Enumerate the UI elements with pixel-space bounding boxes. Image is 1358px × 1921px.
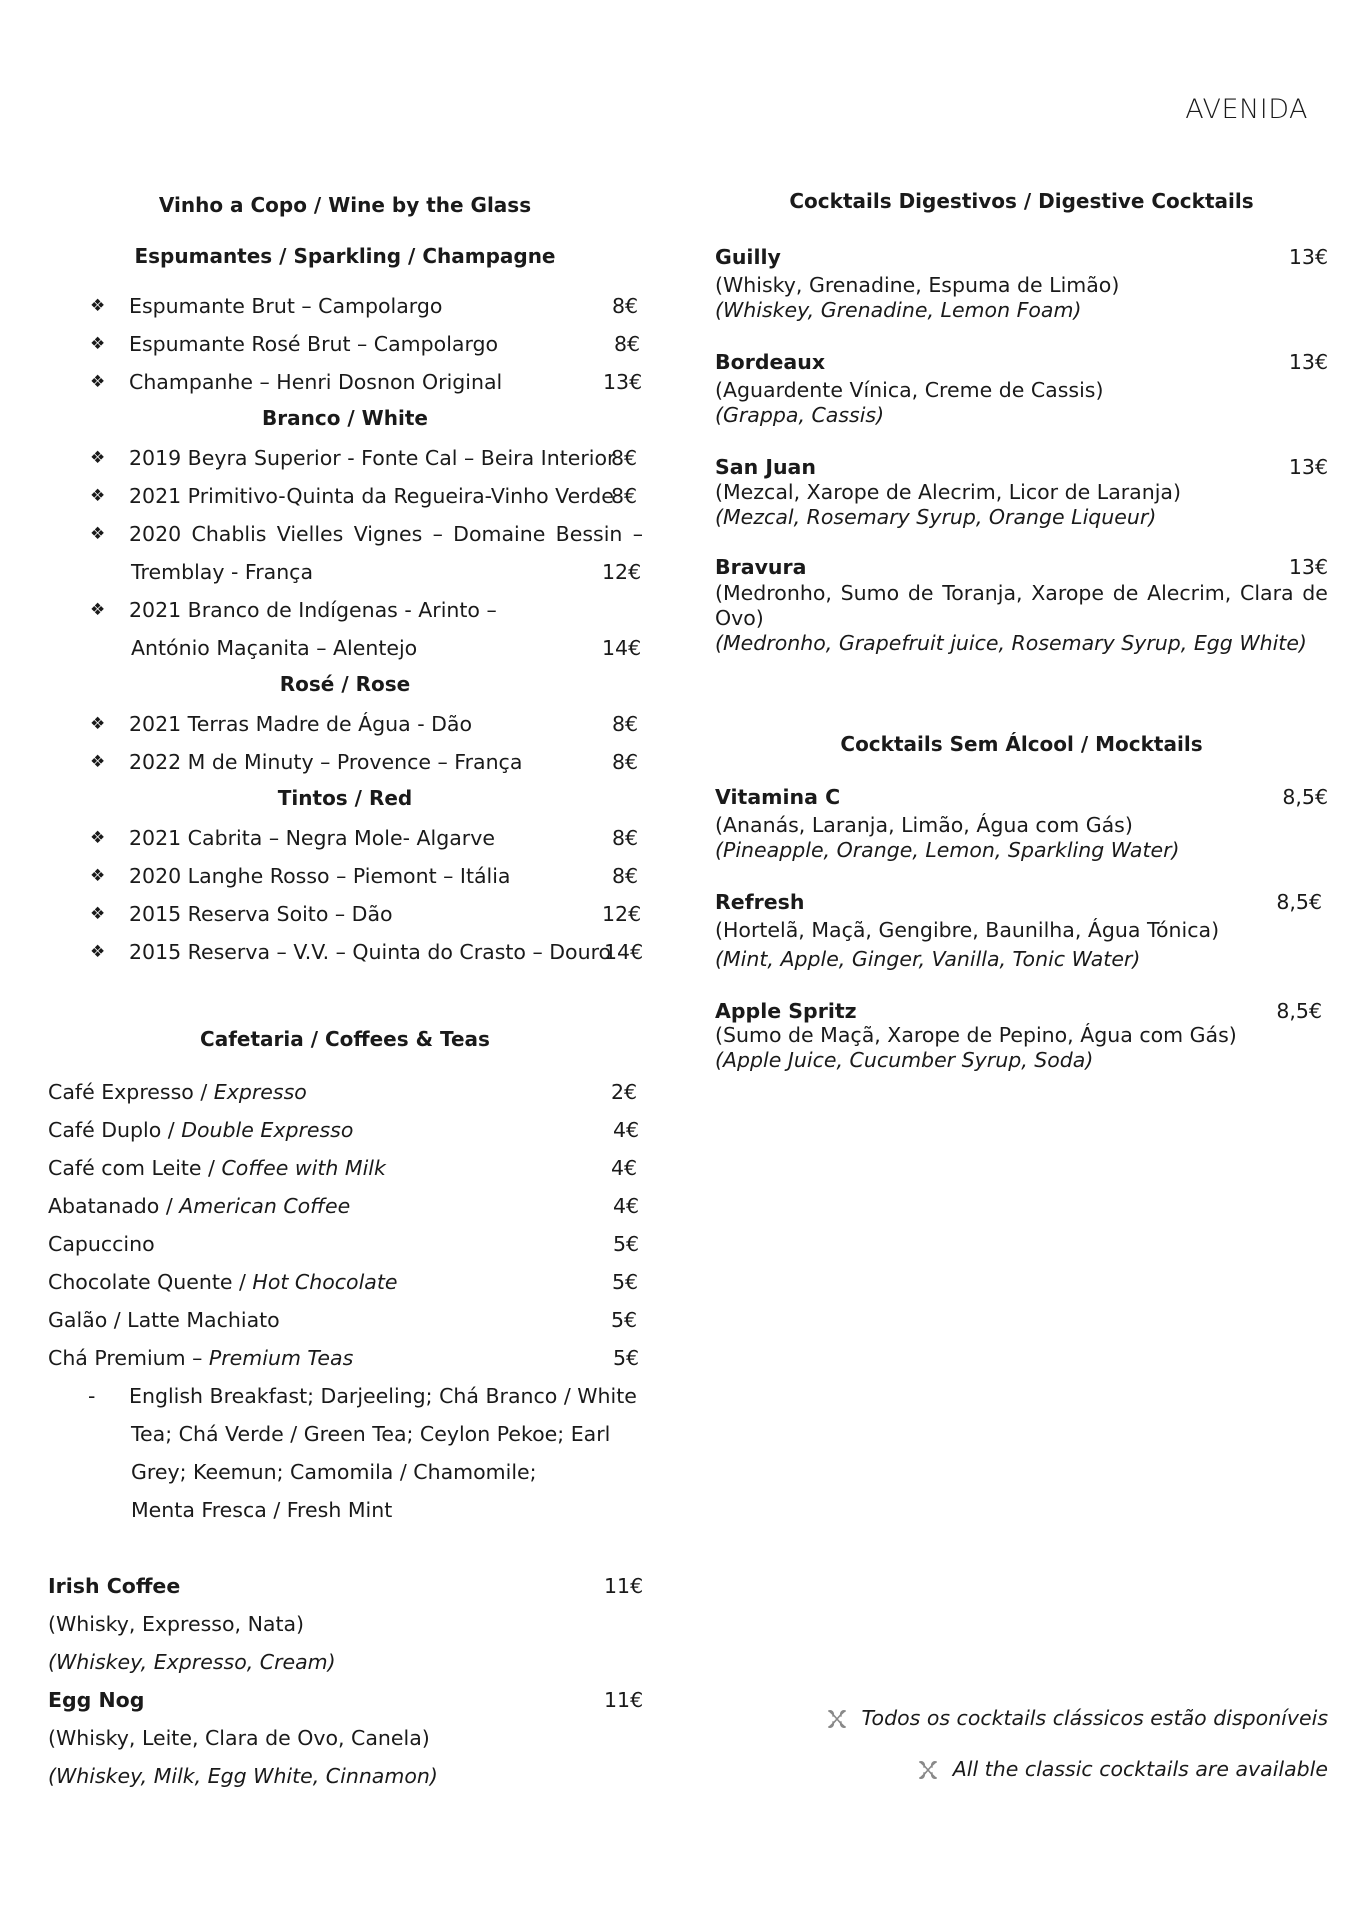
classic-cocktails-note-en: [917, 1755, 1328, 1783]
coffee-name: [48, 1192, 350, 1220]
coffee-name: [48, 1344, 353, 1372]
coffee-item: [48, 1192, 642, 1220]
mocktail-name: Refresh: [715, 890, 805, 914]
cocktail-ingredients-pt: (Aguardente Vínica, Creme de Cassis): [715, 378, 1104, 402]
wine-item: [48, 596, 642, 624]
diamond-bullet-icon: ❖: [90, 448, 106, 468]
rose-title: Rosé / Rose: [279, 672, 411, 696]
tea-list: [48, 1458, 642, 1486]
coffee-price: 5€: [612, 1270, 639, 1294]
wine-price: 8€: [612, 712, 639, 736]
wine-price: 14€: [602, 636, 642, 660]
special-coffee-desc: [48, 1762, 642, 1790]
ingredient-word: (Medronho,: [715, 581, 832, 605]
wine-name-word: Vielles: [276, 522, 344, 546]
wine-item: [48, 292, 642, 320]
mocktail-price: 8,5€: [1276, 890, 1322, 914]
tea-list-line: English Breakfast; Darjeeling; Chá Branco / White: [129, 1384, 637, 1408]
red-title: Tintos / Red: [277, 786, 413, 810]
coffee-name-en: American Coffee: [179, 1194, 351, 1218]
mocktail-ingredients-en: (Pineapple, Orange, Lemon, Sparkling Water): [715, 838, 1180, 862]
cocktail-name: San Juan: [715, 455, 816, 479]
coffee-price: 5€: [611, 1308, 638, 1332]
white-title: Branco / White: [262, 406, 428, 430]
diamond-bullet-icon: ❖: [90, 866, 106, 886]
diamond-bullet-icon: ❖: [90, 524, 106, 544]
special-coffee-price: 11€: [604, 1574, 644, 1598]
wine-item: [48, 520, 642, 548]
sparkling-title: Espumantes / Sparkling / Champagne: [134, 244, 556, 268]
note-text: Todos os cocktails clássicos estão disponíveis: [861, 1706, 1328, 1730]
coffee-name: Galão / Latte Machiato: [48, 1308, 280, 1332]
cocktail-name: Guilly: [715, 245, 781, 269]
mocktail-price: 8,5€: [1276, 999, 1322, 1023]
coffee-item: [48, 1230, 642, 1258]
cocktail-ingredients-pt: [715, 580, 1328, 606]
coffee-section-title: Cafetaria / Coffees & Teas: [200, 1027, 490, 1051]
diamond-bullet-icon: ❖: [90, 334, 106, 354]
wine-name-continued: António Maçanita – Alentejo: [131, 636, 418, 660]
wine-price: 8€: [614, 332, 641, 356]
diamond-bullet-icon: ❖: [90, 904, 106, 924]
cocktail-ingredients-en: (Medronho, Grapefruit juice, Rosemary Syrup, Egg White): [715, 631, 1307, 655]
wine-name: Espumante Brut – Campolargo: [129, 294, 443, 318]
coffee-price: 5€: [613, 1232, 640, 1256]
wine-price: 12€: [602, 560, 642, 584]
wine-name-word: –: [632, 522, 643, 546]
tea-list-line: Tea; Chá Verde / Green Tea; Ceylon Pekoe; Earl: [131, 1422, 611, 1446]
wine-price: 8€: [611, 446, 638, 470]
wine-name-word: –: [432, 522, 443, 546]
mocktail-price: 8,5€: [1282, 785, 1328, 809]
wine-item-continued: [48, 558, 642, 586]
wine-item: [48, 482, 642, 510]
special-coffee-desc: [48, 1724, 642, 1752]
ingredient-word: Sumo: [840, 581, 900, 605]
wine-price: 8€: [612, 750, 639, 774]
wine-name: 2021 Cabrita – Negra Mole- Algarve: [129, 826, 495, 850]
wine-item: [48, 748, 642, 776]
coffee-price: 2€: [611, 1080, 638, 1104]
wine-name-word: 2020: [129, 522, 182, 546]
wine-price: 13€: [603, 370, 643, 394]
mocktail-ingredients-pt: (Sumo de Maçã, Xarope de Pepino, Água com Gás): [715, 1023, 1237, 1047]
coffee-item: [48, 1268, 642, 1296]
cocktail-ingredients-pt: (Mezcal, Xarope de Alecrim, Licor de Laranja): [715, 480, 1181, 504]
note-text: All the classic cocktails are available: [952, 1757, 1328, 1781]
tea-list-line: Menta Fresca / Fresh Mint: [131, 1498, 393, 1522]
mocktail-ingredients-pt: (Ananás, Laranja, Limão, Água com Gás): [715, 813, 1133, 837]
tea-list: [48, 1496, 642, 1524]
special-coffee-ingredients-en: (Whiskey, Milk, Egg White, Cinnamon): [48, 1764, 438, 1788]
wine-name: 2021 Terras Madre de Água - Dão: [129, 712, 473, 736]
coffee-item: [48, 1344, 642, 1372]
tea-list-line: Grey; Keemun; Camomila / Chamomile;: [131, 1460, 537, 1484]
coffee-name: [48, 1154, 386, 1182]
special-coffee: [48, 1686, 642, 1714]
cocktail-price: 13€: [1288, 455, 1328, 479]
coffee-name: [48, 1116, 353, 1144]
diamond-bullet-icon: ❖: [90, 600, 106, 620]
wine-item: [48, 710, 642, 738]
tea-list-dash: -: [88, 1384, 96, 1408]
coffee-name-pt: Chá Premium –: [48, 1346, 209, 1370]
cocktail-price: 13€: [1288, 555, 1328, 579]
mocktail-ingredients-en: (Mint, Apple, Ginger, Vanilla, Tonic Water): [715, 947, 1141, 971]
wine-name: Champanhe – Henri Dosnon Original: [129, 370, 503, 394]
diamond-bullet-icon: ❖: [90, 714, 106, 734]
wine-item: [48, 824, 642, 852]
wine-item: [48, 444, 642, 472]
tea-list: [48, 1382, 642, 1410]
wine-name: 2022 M de Minuty – Provence – França: [129, 750, 523, 774]
coffee-price: 4€: [613, 1118, 640, 1142]
ingredient-word: de: [1302, 581, 1328, 605]
coffee-item: [48, 1116, 642, 1144]
mocktail-name: Vitamina C: [715, 785, 841, 809]
wine-name-word: Domaine: [453, 522, 546, 546]
diamond-bullet-icon: ❖: [90, 828, 106, 848]
coffee-name-en: Coffee with Milk: [221, 1156, 386, 1180]
coffee-name-pt: Abatanado /: [48, 1194, 180, 1218]
cocktail-ingredients-pt-continued: Ovo): [715, 606, 764, 630]
cocktail-ingredients-en: (Grappa, Cassis): [715, 403, 885, 427]
coffee-item: [48, 1154, 642, 1182]
coffee-name-pt: Café com Leite /: [48, 1156, 222, 1180]
coffee-name-en: Hot Chocolate: [252, 1270, 398, 1294]
mocktails-section-title: Cocktails Sem Álcool / Mocktails: [840, 732, 1203, 756]
coffee-price: 4€: [613, 1194, 640, 1218]
coffee-item: [48, 1306, 642, 1334]
wine-name: 2015 Reserva Soito – Dão: [129, 902, 393, 926]
ingredient-word: Xarope: [1031, 581, 1105, 605]
special-coffee-desc: [48, 1610, 642, 1638]
wine-name: 2021 Primitivo-Quinta da Regueira-Vinho Verde: [129, 484, 614, 508]
coffee-name-pt: Café Duplo /: [48, 1118, 182, 1142]
coffee-name: Capuccino: [48, 1232, 155, 1256]
wine-name: 2019 Beyra Superior - Fonte Cal – Beira Interior: [129, 446, 616, 470]
special-coffee-ingredients-pt: (Whisky, Leite, Clara de Ovo, Canela): [48, 1726, 430, 1750]
coffee-name: [48, 1078, 307, 1106]
ingredient-word: Clara: [1240, 581, 1294, 605]
cocktail-ingredients-pt: (Whisky, Grenadine, Espuma de Limão): [715, 273, 1120, 297]
wine-price: 8€: [612, 294, 639, 318]
diamond-bullet-icon: ❖: [90, 752, 106, 772]
cocktail-name: Bordeaux: [715, 350, 826, 374]
wine-price: 8€: [612, 826, 639, 850]
ingredient-word: de: [1112, 581, 1139, 605]
flourish-icon: [917, 1759, 939, 1781]
coffee-price: 5€: [613, 1346, 640, 1370]
ingredient-word: Alecrim,: [1147, 581, 1232, 605]
special-coffee-price: 11€: [604, 1688, 644, 1712]
wine-name-justified: [129, 520, 643, 548]
classic-cocktails-note-pt: [826, 1704, 1328, 1732]
wine-name-word: Bessin: [555, 522, 623, 546]
ingredient-word: de: [907, 581, 934, 605]
coffee-name-en: Expresso: [213, 1080, 307, 1104]
cocktail-price: 13€: [1288, 245, 1328, 269]
wine-item: [48, 900, 642, 928]
wine-name: 2021 Branco de Indígenas - Arinto –: [129, 598, 497, 622]
wine-name: 2015 Reserva – V.V. – Quinta do Crasto – Douro: [129, 940, 612, 964]
mocktail-ingredients-pt: (Hortelã, Maçã, Gengibre, Baunilha, Água Tónica): [715, 918, 1220, 942]
wine-price: 14€: [604, 940, 644, 964]
wine-item: [48, 938, 642, 966]
diamond-bullet-icon: ❖: [90, 296, 106, 316]
wine-item: [48, 330, 642, 358]
wine-price: 8€: [611, 484, 638, 508]
wine-section-title: Vinho a Copo / Wine by the Glass: [158, 193, 532, 217]
coffee-name-en: Premium Teas: [208, 1346, 354, 1370]
coffee-name-en: Double Expresso: [181, 1118, 354, 1142]
diamond-bullet-icon: ❖: [90, 486, 106, 506]
special-coffee-name: Irish Coffee: [48, 1574, 181, 1598]
special-coffee-ingredients-en: (Whiskey, Expresso, Cream): [48, 1650, 336, 1674]
wine-item-continued: [48, 634, 642, 662]
flourish-icon: [826, 1708, 848, 1730]
coffee-name-pt: Chocolate Quente /: [48, 1270, 253, 1294]
wine-price: 8€: [612, 864, 639, 888]
wine-price: 12€: [602, 902, 642, 926]
brand-name: AVENIDA: [1185, 94, 1308, 125]
mocktail-name: Apple Spritz: [715, 999, 857, 1023]
cocktail-ingredients-en: (Whiskey, Grenadine, Lemon Foam): [715, 298, 1082, 322]
special-coffee: [48, 1572, 642, 1600]
special-coffee-desc: [48, 1648, 642, 1676]
wine-item: [48, 862, 642, 890]
wine-name: 2020 Langhe Rosso – Piemont – Itália: [129, 864, 511, 888]
coffee-name: [48, 1268, 398, 1296]
wine-name-word: Vignes: [353, 522, 423, 546]
diamond-bullet-icon: ❖: [90, 942, 106, 962]
cocktail-name: Bravura: [715, 555, 807, 579]
special-coffee-name: Egg Nog: [48, 1688, 145, 1712]
coffee-item: [48, 1078, 642, 1106]
wine-name-continued: Tremblay - França: [131, 560, 314, 584]
coffee-price: 4€: [611, 1156, 638, 1180]
special-coffee-ingredients-pt: (Whisky, Expresso, Nata): [48, 1612, 305, 1636]
wine-item: [48, 368, 642, 396]
cocktail-ingredients-en: (Mezcal, Rosemary Syrup, Orange Liqueur): [715, 505, 1157, 529]
diamond-bullet-icon: ❖: [90, 372, 106, 392]
wine-name-word: Chablis: [191, 522, 267, 546]
mocktail-ingredients-en: (Apple Juice, Cucumber Syrup, Soda): [715, 1048, 1094, 1072]
wine-name: Espumante Rosé Brut – Campolargo: [129, 332, 499, 356]
ingredient-word: Toranja,: [942, 581, 1023, 605]
tea-list: [48, 1420, 642, 1448]
cocktail-price: 13€: [1288, 350, 1328, 374]
digestive-section-title: Cocktails Digestivos / Digestive Cocktails: [789, 189, 1254, 213]
coffee-name-pt: Café Expresso /: [48, 1080, 214, 1104]
